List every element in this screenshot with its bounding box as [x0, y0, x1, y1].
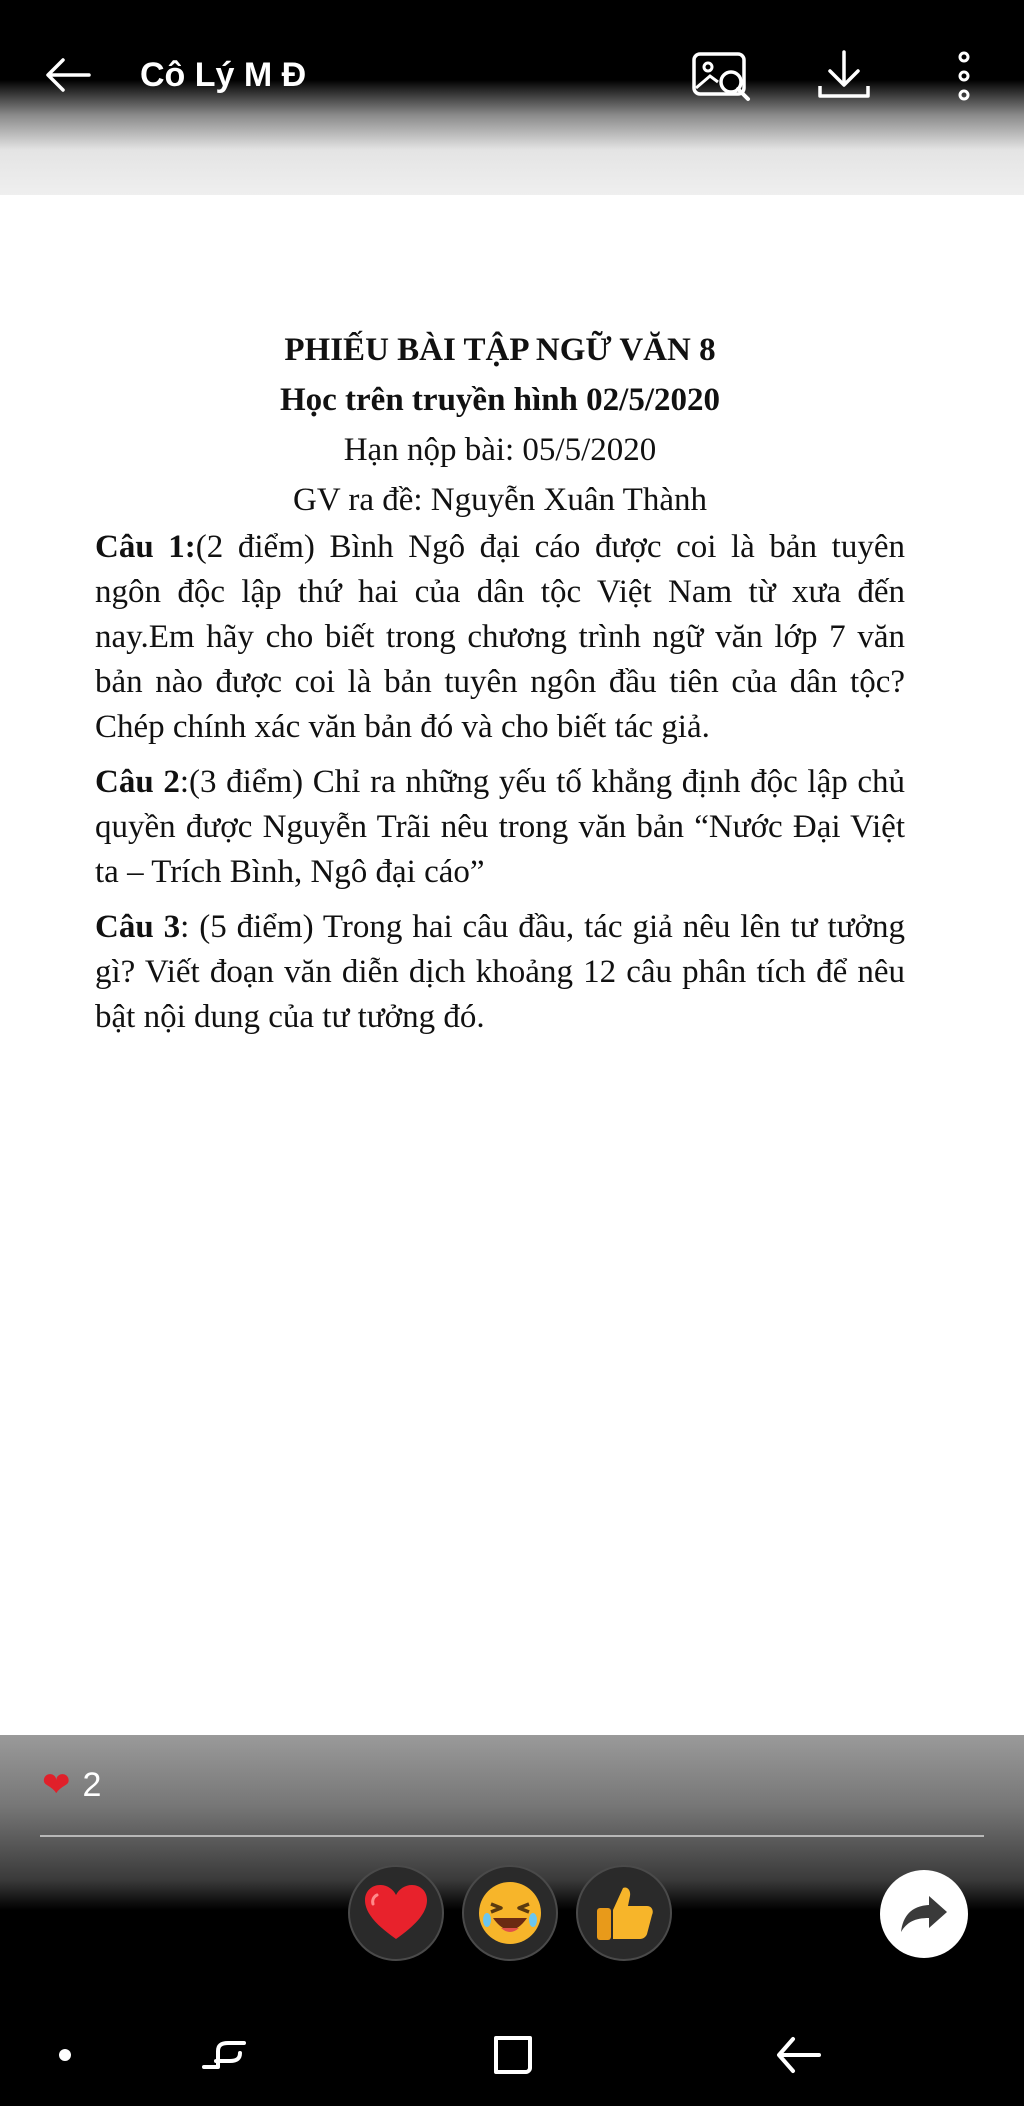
question-label: Câu 2 — [95, 764, 180, 800]
system-back-button[interactable] — [764, 2025, 834, 2085]
home-button[interactable] — [478, 2025, 548, 2085]
reaction-summary[interactable] — [42, 1760, 101, 1810]
thumbs-up-icon — [593, 1882, 655, 1944]
more-vertical-icon — [954, 51, 974, 101]
question-2 — [95, 760, 905, 895]
question-text: :(3 điểm) Chỉ ra những yếu tố khẳng định độc lập chủ quyền được Nguyễn Trãi nêu trong văn bản “Nước Đại Việt ta – Trích Bình, Ngô đại cáo” — [95, 764, 906, 890]
question-3 — [95, 905, 905, 1040]
heart-icon — [363, 1883, 429, 1943]
worksheet-teacher: GV ra đề: Nguyễn Xuân Thành — [293, 482, 707, 518]
back-button[interactable] — [40, 50, 96, 100]
document-image[interactable] — [0, 195, 1024, 1735]
divider — [40, 1835, 984, 1837]
download-icon — [814, 48, 874, 104]
share-arrow-icon — [899, 1892, 949, 1936]
worksheet — [95, 325, 905, 1040]
like-count: 2 — [82, 1765, 102, 1804]
arrow-left-icon — [45, 57, 91, 93]
nav-dot-button[interactable] — [30, 2025, 100, 2085]
back-icon — [775, 2035, 823, 2075]
reaction-like-button[interactable] — [576, 1865, 672, 1961]
page-title: Cô Lý M Đ — [140, 56, 307, 94]
image-search-icon — [690, 48, 754, 104]
worksheet-deadline: Hạn nộp bài: 05/5/2020 — [343, 432, 657, 468]
worksheet-subheading: Học trên truyền hình 02/5/2020 — [279, 382, 720, 418]
reaction-heart-button[interactable] — [348, 1865, 444, 1961]
recent-apps-icon — [200, 2033, 250, 2077]
download-button[interactable] — [812, 46, 876, 106]
recent-apps-button[interactable] — [190, 2025, 260, 2085]
question-text: (2 điểm) Bình Ngô đại cáo được coi là bản tuyên ngôn độc lập thứ hai của dân tộc Việt Nam từ xưa đến nay.Em hãy cho biết trong chương trình ngữ văn lớp 7 văn bản nào được coi là bản tuyên ngôn đầu tiên của dân tộc? Chép chính xác văn bản đó và cho biết tác giả. — [95, 529, 905, 745]
share-button[interactable] — [880, 1870, 968, 1958]
heart-icon: ❤ — [42, 1766, 71, 1804]
dot-icon — [57, 2047, 73, 2063]
image-search-button[interactable] — [690, 46, 754, 106]
more-options-button[interactable] — [932, 46, 996, 106]
home-square-icon — [490, 2032, 536, 2078]
top-bar — [0, 0, 1024, 195]
reaction-laugh-button[interactable] — [462, 1865, 558, 1961]
question-1 — [95, 525, 905, 750]
bottom-panel — [0, 1735, 1024, 2106]
laugh-emoji-icon — [477, 1880, 543, 1946]
worksheet-heading: PHIẾU BÀI TẬP NGỮ VĂN 8 — [284, 332, 716, 368]
question-text: : (5 điểm) Trong hai câu đầu, tác giả nêu lên tư tưởng gì? Viết đoạn văn diễn dịch khoảng 12 câu phân tích để nêu bật nội dung của tư tưởng đó. — [95, 909, 905, 1035]
question-label: Câu 1: — [95, 529, 196, 565]
question-label: Câu 3 — [95, 909, 181, 945]
